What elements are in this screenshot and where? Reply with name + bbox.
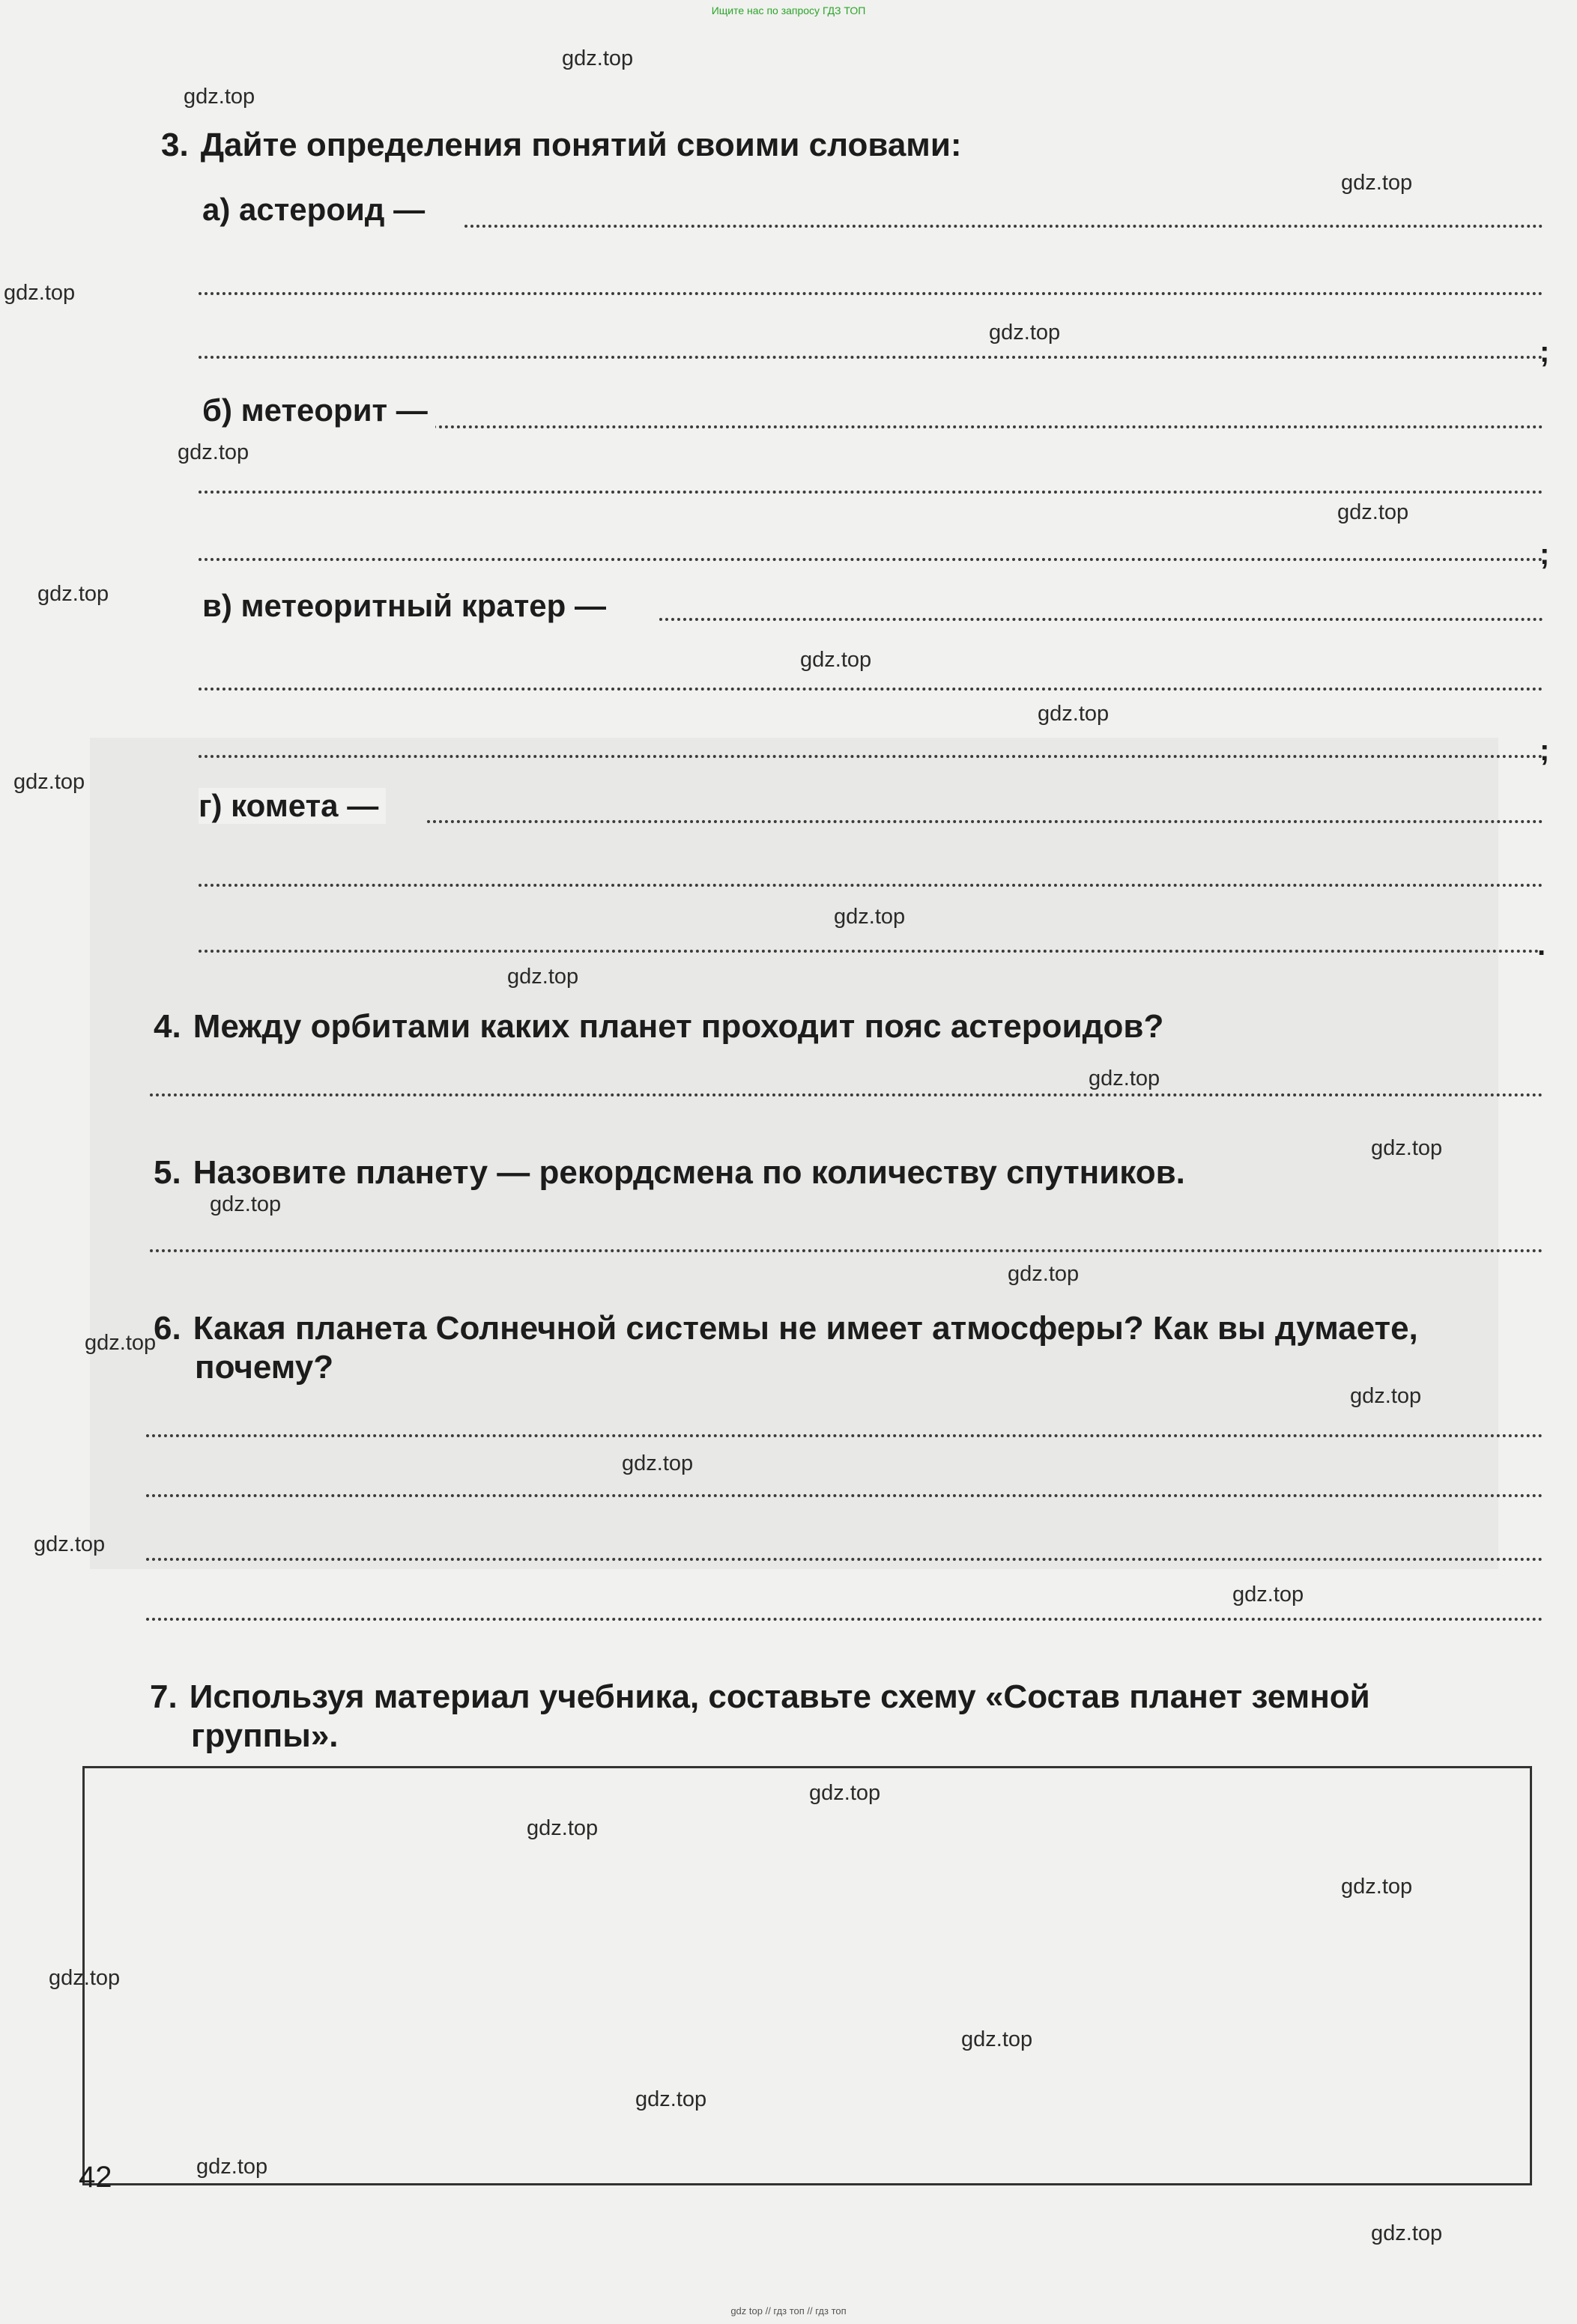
question-5 bbox=[154, 1153, 1185, 1192]
answer-line[interactable] bbox=[150, 1249, 1543, 1252]
watermark: gdz.top bbox=[1089, 1067, 1160, 1090]
answer-line[interactable] bbox=[199, 688, 1543, 691]
question-6-number: 6. bbox=[154, 1310, 181, 1347]
watermark: gdz.top bbox=[1038, 702, 1110, 726]
watermark: gdz.top bbox=[196, 2155, 268, 2179]
page-number: 42 bbox=[79, 2161, 112, 2194]
watermark: gdz.top bbox=[800, 648, 872, 672]
question-3-number: 3. bbox=[161, 127, 189, 163]
watermark: gdz.top bbox=[13, 770, 85, 794]
question-4-text: Между орбитами каких планет проходит пояс астероидов? bbox=[193, 1008, 1164, 1045]
bottom-note[interactable]: gdz top // гдз топ // гдз топ bbox=[730, 2305, 847, 2317]
watermark: gdz.top bbox=[562, 46, 634, 70]
question-7-text-line1: Используя материал учебника, составьте схему «Состав планет земной bbox=[189, 1678, 1370, 1715]
watermark: gdz.top bbox=[527, 1816, 599, 1840]
answer-line[interactable] bbox=[199, 356, 1543, 359]
item-comet-label: г) комета — bbox=[199, 788, 386, 824]
question-3-title bbox=[161, 126, 962, 165]
answer-line[interactable] bbox=[146, 1494, 1543, 1497]
watermark: gdz.top bbox=[1371, 1136, 1443, 1160]
question-7-text-line2: группы». bbox=[191, 1717, 339, 1754]
answer-line[interactable] bbox=[659, 618, 1543, 621]
watermark: gdz.top bbox=[961, 2027, 1033, 2051]
question-7-number: 7. bbox=[150, 1678, 178, 1715]
answer-line[interactable] bbox=[199, 292, 1543, 295]
watermark: gdz.top bbox=[4, 281, 76, 305]
item-meteorite-label: б) метеорит — bbox=[202, 392, 435, 428]
answer-line[interactable] bbox=[427, 425, 1543, 428]
answer-line[interactable] bbox=[464, 225, 1543, 228]
semicolon: ; bbox=[1540, 336, 1550, 368]
question-4-number: 4. bbox=[154, 1008, 181, 1045]
watermark: gdz.top bbox=[1350, 1384, 1422, 1408]
watermark: gdz.top bbox=[178, 440, 249, 464]
watermark: gdz.top bbox=[37, 582, 109, 606]
scheme-answer-box[interactable] bbox=[82, 1766, 1532, 2185]
watermark: gdz.top bbox=[1341, 1875, 1413, 1899]
item-asteroid-label: а) астероид — bbox=[202, 192, 432, 228]
question-7 bbox=[150, 1678, 1370, 1756]
question-6-text-line1: Какая планета Солнечной системы не имеет атмосферы? Как вы думаете, bbox=[193, 1310, 1418, 1347]
answer-line[interactable] bbox=[199, 755, 1543, 758]
answer-line[interactable] bbox=[427, 820, 1543, 823]
watermark: gdz.top bbox=[507, 965, 579, 989]
question-5-text: Назовите планету — рекордсмена по количеству спутников. bbox=[193, 1154, 1185, 1191]
watermark: gdz.top bbox=[622, 1451, 694, 1475]
watermark: gdz.top bbox=[85, 1331, 157, 1355]
answer-line[interactable] bbox=[199, 950, 1540, 953]
question-3-text: Дайте определения понятий своими словами: bbox=[200, 127, 962, 163]
watermark: gdz.top bbox=[34, 1532, 106, 1556]
watermark: gdz.top bbox=[1232, 1583, 1304, 1607]
answer-line[interactable] bbox=[146, 1558, 1543, 1561]
question-5-number: 5. bbox=[154, 1154, 181, 1191]
watermark: gdz.top bbox=[184, 85, 255, 109]
question-6-text-line2: почему? bbox=[195, 1348, 334, 1386]
watermark: gdz.top bbox=[1337, 500, 1409, 524]
question-6 bbox=[154, 1309, 1418, 1387]
top-note[interactable]: Ищите нас по запросу ГДЗ ТОП bbox=[711, 4, 866, 16]
watermark: gdz.top bbox=[210, 1192, 282, 1216]
watermark: gdz.top bbox=[834, 905, 906, 929]
answer-line[interactable] bbox=[146, 1434, 1543, 1437]
answer-line[interactable] bbox=[199, 558, 1543, 561]
watermark: gdz.top bbox=[989, 321, 1061, 345]
watermark: gdz.top bbox=[809, 1781, 881, 1805]
item-crater-label: в) метеоритный кратер — bbox=[202, 588, 614, 624]
answer-line[interactable] bbox=[146, 1618, 1543, 1621]
watermark: gdz.top bbox=[1341, 171, 1413, 195]
semicolon: ; bbox=[1540, 734, 1550, 767]
answer-line[interactable] bbox=[199, 884, 1543, 887]
watermark: gdz.top bbox=[1008, 1262, 1080, 1286]
watermark: gdz.top bbox=[49, 1966, 121, 1990]
answer-line[interactable] bbox=[199, 491, 1543, 494]
semicolon: ; bbox=[1540, 538, 1550, 571]
question-4 bbox=[154, 1007, 1163, 1046]
watermark: gdz.top bbox=[1371, 2221, 1443, 2245]
answer-line[interactable] bbox=[150, 1093, 1543, 1096]
period: . bbox=[1537, 929, 1546, 962]
watermark: gdz.top bbox=[635, 2087, 707, 2111]
